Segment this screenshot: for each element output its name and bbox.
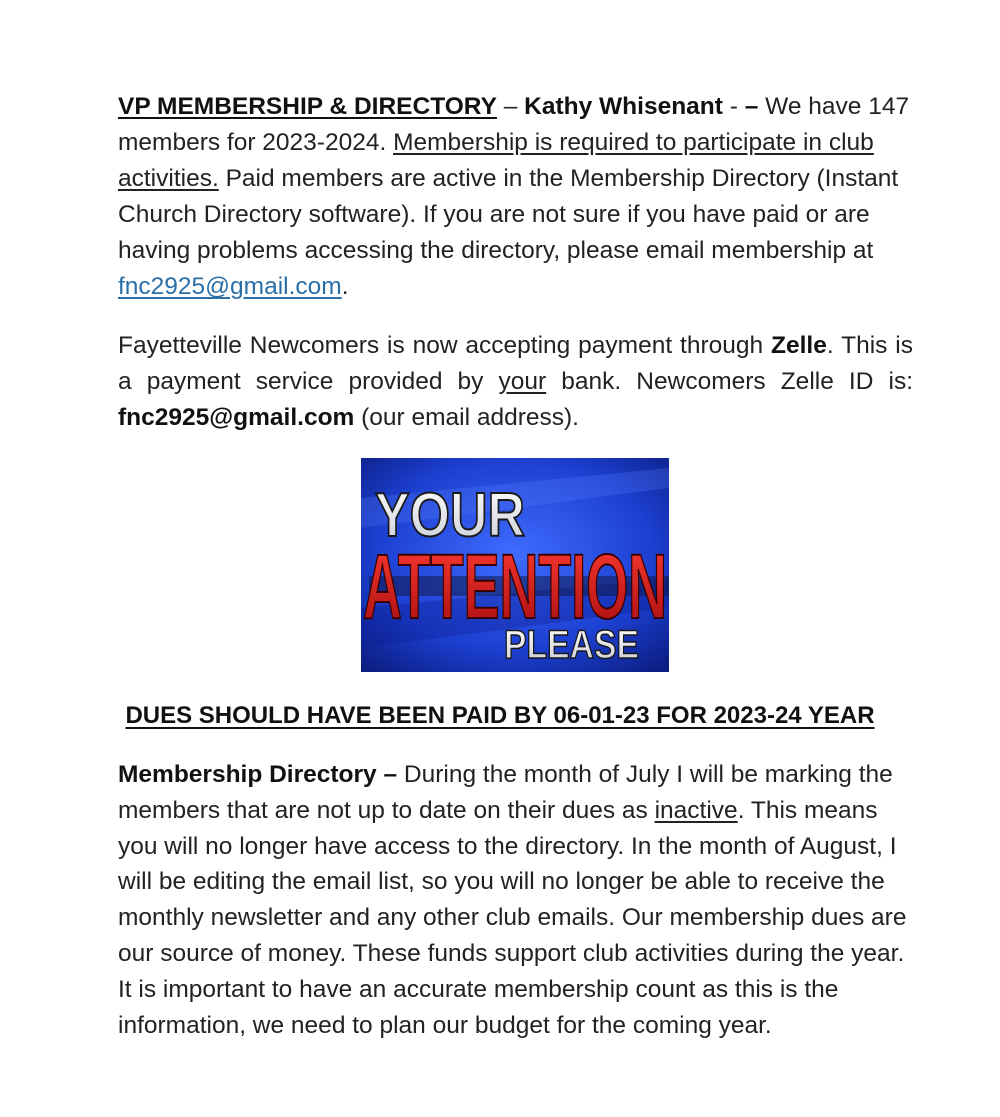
directory-paragraph: [118, 757, 913, 1043]
directory-text: . This means you will no longer have access to the directory. In the month of August, I will be editing the email list, so you will no longer be able to receive the monthly newsletter and any other club emails. Our membership dues are our source of money. These funds support club activities during the year. It is important to have an accurate membership count as this is the information, we need to plan our budget for the coming year.: [118, 796, 907, 1039]
section-heading: VP MEMBERSHIP & DIRECTORY: [118, 93, 497, 120]
body-text: Paid members are active in the Membership Directory (Instant Church Directory software). If you are not sure if you have paid or are having problems accessing the directory, please email membership at: [118, 165, 899, 264]
attention-banner: [361, 458, 669, 672]
banner-your: YOUR: [375, 481, 525, 550]
inactive-word: inactive: [654, 796, 738, 824]
banner-attention: ATTENTION: [363, 536, 667, 638]
email-link[interactable]: fnc2925@gmail.com: [118, 273, 342, 300]
officer-name: Kathy Whisenant: [524, 93, 723, 120]
your-word: your: [498, 368, 547, 395]
membership-required-text: Membership is required to participate in club activities.: [118, 129, 874, 192]
period: .: [341, 273, 349, 300]
directory-text: During the month of July I will be marking the members that are not up to date on their dues as: [118, 761, 893, 824]
attention-banner-image: [361, 458, 669, 672]
banner-please: PLEASE: [504, 623, 639, 667]
zelle-text: Fayetteville Newcomers is now accepting payment through: [118, 332, 772, 359]
dash: –: [744, 93, 759, 120]
dues-headline: DUES SHOULD HAVE BEEN PAID BY 06-01-23 FOR 2023-24 YEAR: [125, 702, 875, 729]
zelle-id: fnc2925@gmail.com: [118, 404, 355, 431]
zelle-text: . This is a payment service provided by: [118, 332, 913, 395]
membership-section: [118, 89, 913, 436]
zelle-word: Zelle: [771, 332, 827, 359]
intro-text: We have 147 members for 2023-2024.: [118, 93, 910, 156]
zelle-paragraph: [118, 328, 913, 436]
membership-paragraph: [118, 89, 913, 305]
directory-section: [118, 757, 913, 1043]
zelle-text: (our email address).: [354, 404, 579, 431]
zelle-text: bank. Newcomers Zelle ID is:: [546, 368, 914, 395]
separator: –: [496, 93, 525, 120]
separator: -: [722, 93, 745, 120]
directory-label: Membership Directory –: [118, 761, 398, 788]
